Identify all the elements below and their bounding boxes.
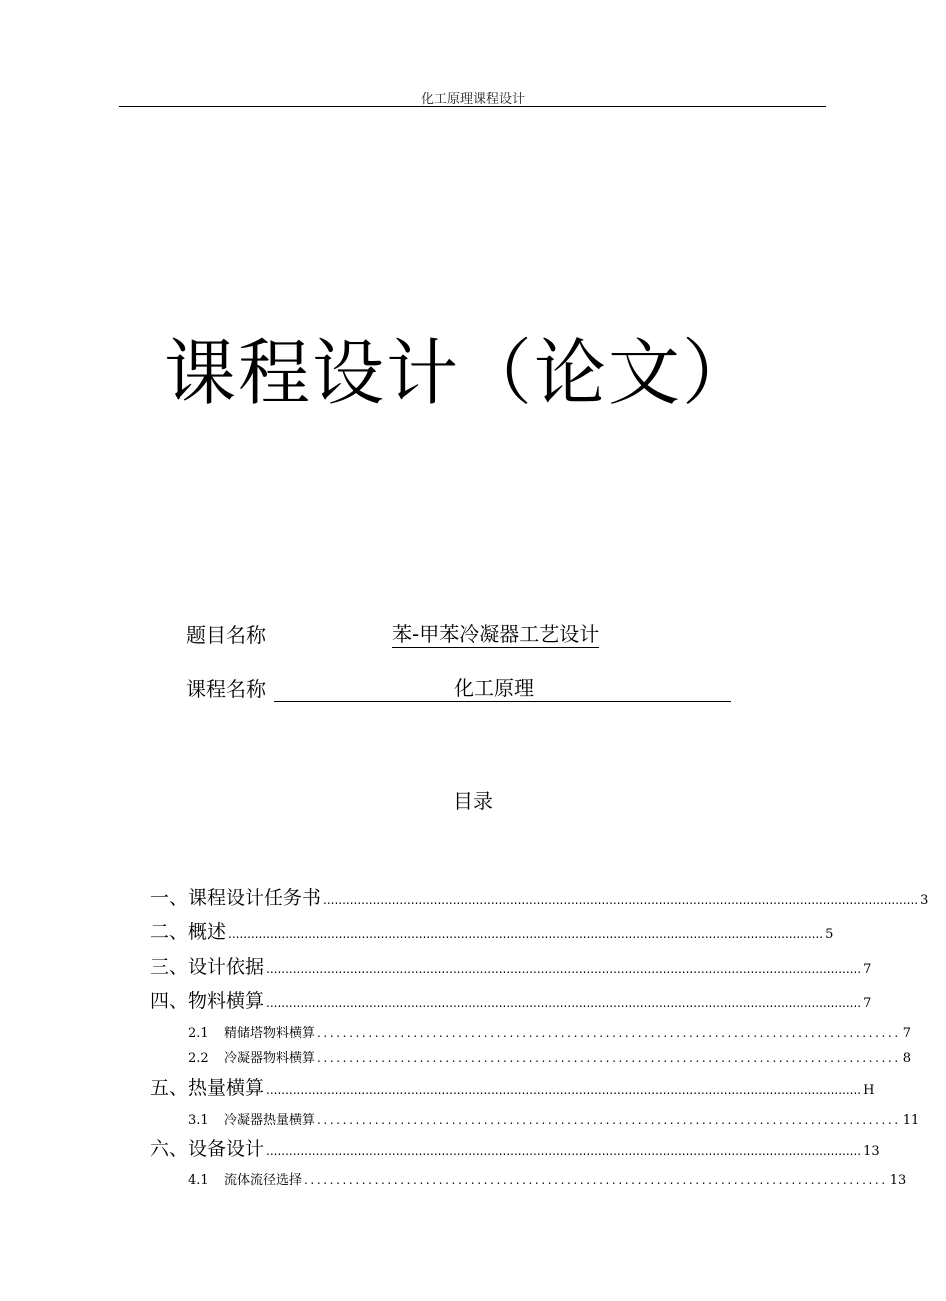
running-title: 化工原理课程设计: [420, 92, 525, 107]
toc-entry-number: 一、: [150, 887, 189, 909]
toc-entry-number: 二、: [150, 921, 189, 943]
toc-entry[interactable]: [188, 1109, 920, 1129]
course-label: 课程名称: [186, 677, 266, 701]
toc-leader: ............................................................................................................................................................: [266, 996, 862, 1010]
toc-leader: ............................................................................................................................................................: [323, 893, 919, 907]
toc-entry[interactable]: [188, 1022, 912, 1042]
toc-entry-text: 设计依据: [188, 956, 265, 978]
toc-entry-text: 精储塔物料横算: [224, 1026, 316, 1041]
toc-entry-text: 物料横算: [188, 990, 265, 1012]
toc-entry-number: 4.1: [188, 1173, 209, 1188]
toc-entry[interactable]: [150, 952, 872, 980]
toc-leader: ............................................................................................................................................................: [266, 1144, 862, 1158]
toc-entry-page: 7: [863, 996, 872, 1011]
topic-label: 题目名称: [186, 623, 266, 647]
toc-leader: ............................................................................................................................................................: [228, 927, 824, 941]
toc-entry-page: 11: [902, 1113, 920, 1128]
toc-entry-page: H: [863, 1083, 875, 1098]
course-value: 化工原理: [454, 676, 534, 700]
toc-entry[interactable]: [188, 1169, 907, 1189]
toc-leader: ...........................................................................................: [317, 1113, 901, 1127]
toc-entry-number: 三、: [150, 956, 189, 978]
toc-entry[interactable]: [150, 1073, 875, 1101]
toc-leader: ...........................................................................................: [317, 1026, 901, 1040]
toc-entry[interactable]: [150, 1134, 880, 1162]
toc-entry-number: 六、: [150, 1138, 189, 1160]
toc-leader: ............................................................................................................................................................: [266, 962, 862, 976]
topic-value: 苯-甲苯冷凝器工艺设计: [392, 622, 600, 646]
toc-entry-number: 2.2: [188, 1051, 209, 1066]
toc-entry-text: 流体流径选择: [224, 1173, 303, 1188]
toc-entry-number: 五、: [150, 1077, 189, 1099]
toc-entry[interactable]: [150, 986, 872, 1014]
toc-entry[interactable]: [150, 917, 834, 945]
header-rule: [119, 106, 826, 107]
cover-title: 课程设计（论文）: [163, 331, 756, 415]
toc-entry-text: 冷凝器热量横算: [224, 1113, 316, 1128]
toc-entry-page: 3: [920, 893, 929, 908]
toc-entry-text: 设备设计: [188, 1138, 265, 1160]
toc-entry-text: 课程设计任务书: [188, 887, 322, 909]
toc-entry-page: 13: [889, 1173, 907, 1188]
toc-entry-page: 8: [902, 1051, 912, 1066]
toc-entry-page: 7: [863, 962, 872, 977]
toc-entry-page: 7: [902, 1026, 912, 1041]
toc-leader: ............................................................................................................................................................: [266, 1083, 862, 1097]
toc-entry-text: 热量横算: [188, 1077, 265, 1099]
toc-entry-page: 5: [825, 927, 834, 942]
toc-heading: 目录: [453, 789, 493, 813]
toc-entry-text: 概述: [188, 921, 227, 943]
toc-leader: ...........................................................................................: [317, 1051, 901, 1065]
toc-entry-number: 四、: [150, 990, 189, 1012]
toc-entry-page: 13: [863, 1144, 880, 1159]
toc-leader: ...........................................................................................: [304, 1173, 888, 1187]
toc-entry-text: 冷凝器物料横算: [224, 1051, 316, 1066]
toc-entry[interactable]: [150, 883, 929, 911]
toc-entry-number: 2.1: [188, 1026, 209, 1041]
toc-entry-number: 3.1: [188, 1113, 209, 1128]
toc-entry[interactable]: [188, 1047, 912, 1067]
